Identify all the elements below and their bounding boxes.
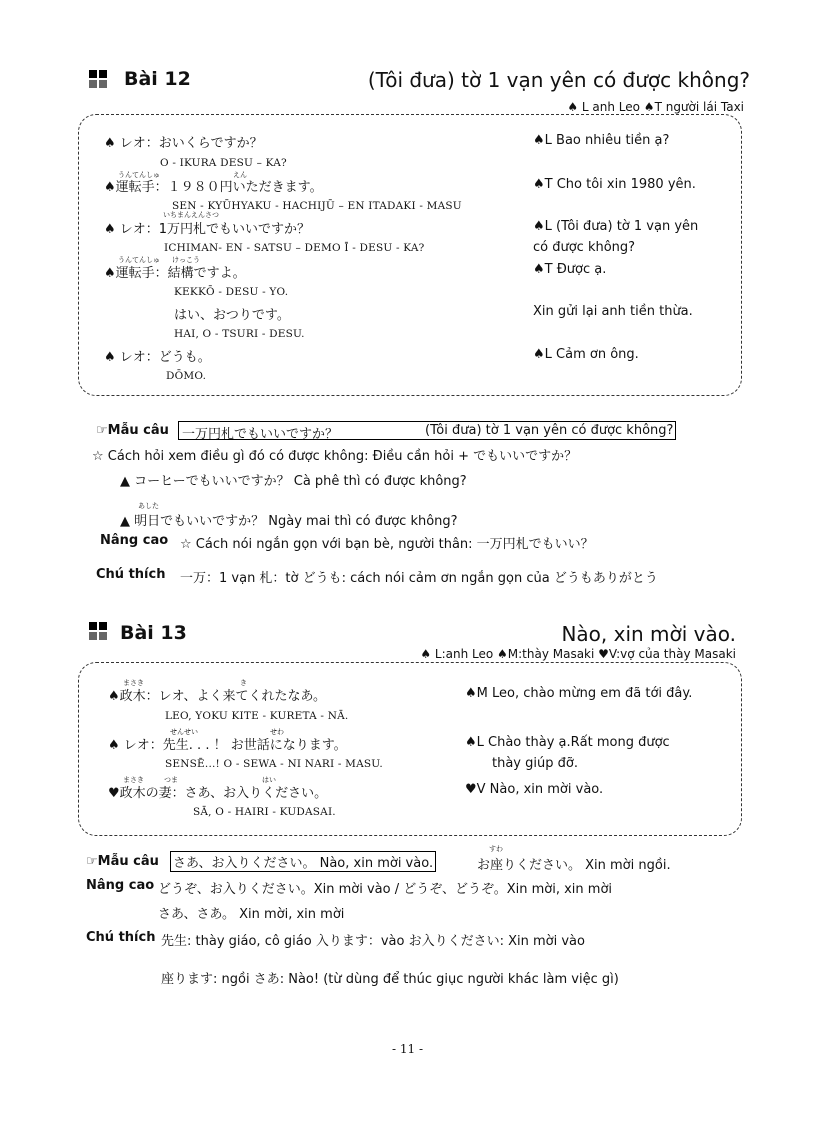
- dialogue-translation: ♠L (Tôi đưa) tờ 1 vạn yên: [533, 219, 699, 234]
- lesson-bullet-icon: [89, 70, 97, 78]
- furigana: せんせい: [170, 728, 198, 736]
- example-item: ▲ 明日でもいいですか？ Ngày mai thì có được không?: [120, 514, 458, 529]
- pattern-extra: お座りください。 Xin mời ngồi.: [477, 858, 671, 873]
- lesson-bullet-icon: [99, 70, 107, 78]
- dialogue-translation-cont: có được không?: [533, 240, 636, 255]
- dialogue-line-jp: ♠ レオ：先生. . . ！ お世話になります。: [108, 738, 347, 753]
- furigana: まさき: [123, 679, 144, 687]
- lesson-bullet-icon: [89, 622, 97, 630]
- notes-label: Chú thích: [96, 567, 166, 582]
- dialogue-romaji: ICHIMAN- EN - SATSU – DEMO Ī - DESU - KA?: [164, 242, 425, 254]
- pattern-box: さあ、お入りください。 Nào, xin mời vào.: [170, 851, 436, 872]
- dialogue-line-jp: ♠政木：レオ、よく来てくれたなあ。: [108, 689, 326, 704]
- furigana: すわ: [489, 845, 503, 853]
- furigana: あした: [138, 502, 159, 510]
- lesson-bullet-icon: [89, 80, 97, 88]
- furigana: うんてんしゅ: [118, 171, 160, 179]
- furigana: けっこう: [172, 256, 200, 264]
- furigana: き: [240, 679, 247, 687]
- advanced-text: どうぞ、お入りください。Xin mời vào / どうぞ、どうぞ。Xin mời, xin mời: [158, 882, 613, 897]
- dialogue-line-jp: ♠ レオ：1万円札でもいいですか？: [104, 222, 311, 237]
- dialogue-translation: ♠L Cảm ơn ông.: [533, 347, 639, 362]
- dialogue-translation: ♠L Chào thày ạ.Rất mong được: [465, 735, 670, 750]
- dialogue-translation: Xin gửi lại anh tiền thừa.: [533, 304, 693, 319]
- advanced-label: Nâng cao: [86, 878, 155, 893]
- dialogue-line-jp: ♠ レオ：どうも。: [104, 350, 211, 365]
- dialogue-translation: ♠T Cho tôi xin 1980 yên.: [533, 177, 696, 192]
- dialogue-translation: ♠L Bao nhiêu tiền ạ?: [533, 133, 670, 148]
- note-text: ☆ Cách hỏi xem điều gì đó có được không: Điều cần hỏi + でもいいですか？: [92, 449, 578, 464]
- notes-text: 一万：1 vạn 札：tờ どうも: cách nói cảm ơn ngắn gọn của どうもありがとう: [180, 571, 658, 586]
- dialogue-romaji: SĀ, O - HAIRI - KUDASAI.: [193, 806, 336, 818]
- notes-text-cont: 座ります: ngồi さあ: Nào! (từ dùng để thúc giục người khác làm việc gì): [161, 972, 619, 987]
- furigana: えん: [233, 171, 247, 179]
- pattern-label: ☞Mẫu câu: [96, 423, 169, 438]
- dialogue-romaji: HAI, O - TSURI - DESU.: [174, 328, 305, 340]
- speaker-legend: ♠ L:anh Leo ♠M:thày Masaki ♥V:vợ của thày Masaki: [420, 647, 736, 661]
- dialogue-line-jp: ♠運転手：１９８０円いただきます。: [104, 180, 323, 195]
- notes-text: 先生: thày giáo, cô giáo 入ります：vào お入りください: Xin mời vào: [161, 934, 585, 949]
- pattern-vi: (Tôi đưa) tờ 1 vạn yên có được không?: [425, 423, 674, 438]
- advanced-text-cont: さあ、さあ。 Xin mời, xin mời: [158, 907, 345, 922]
- lesson-title: Nào, xin mời vào.: [561, 622, 736, 646]
- lesson-bullet-icon: [89, 632, 97, 640]
- dialogue-line-jp: はい、おつりです。: [174, 308, 290, 323]
- lesson-bullet-icon: [99, 80, 107, 88]
- dialogue-romaji: O - IKURA DESU – KA?: [160, 157, 287, 169]
- advanced-text: ☆ Cách nói ngắn gọn với bạn bè, người thân: 一万円札でもいい？: [180, 537, 594, 552]
- page-number: - 11 -: [392, 1042, 424, 1056]
- dialogue-line-jp: ♠運転手：結構ですよ。: [104, 266, 246, 281]
- lesson-number: Bài 12: [124, 68, 191, 90]
- dialogue-romaji: SEN - KYŪHYAKU - HACHIJŪ – EN ITADAKI - MASU: [172, 200, 462, 212]
- lesson-bullet-icon: [99, 622, 107, 630]
- dialogue-translation: ♠M Leo, chào mừng em đã tới đây.: [465, 686, 693, 701]
- pattern-jp: 一万円札でもいいですか？: [182, 427, 339, 442]
- dialogue-romaji: SENSĒ...! O - SEWA - NI NARI - MASU.: [165, 758, 383, 770]
- furigana: はい: [262, 776, 276, 784]
- furigana: うんてんしゅ: [118, 256, 160, 264]
- lesson-title: (Tôi đưa) tờ 1 vạn yên có được không?: [367, 68, 750, 92]
- lesson-bullet-icon: [99, 632, 107, 640]
- notes-label: Chú thích: [86, 930, 156, 945]
- dialogue-translation: ♠T Được ạ.: [533, 262, 607, 277]
- furigana: いちまんえんさつ: [163, 211, 219, 219]
- dialogue-romaji: DŌMO.: [166, 370, 207, 382]
- dialogue-translation-cont: thày giúp đỡ.: [492, 756, 578, 771]
- pattern-label: ☞Mẫu câu: [86, 854, 159, 869]
- furigana: つま: [164, 776, 178, 784]
- dialogue-line-jp: ♠ レオ：おいくらですか？: [104, 136, 263, 151]
- dialogue-translation: ♥V Nào, xin mời vào.: [465, 782, 604, 797]
- dialogue-line-jp: ♥政木の妻：さあ、お入りください。: [108, 786, 328, 801]
- advanced-label: Nâng cao: [100, 533, 169, 548]
- furigana: せわ: [270, 728, 284, 736]
- furigana: まさき: [123, 776, 144, 784]
- speaker-legend: ♠ L anh Leo ♠T người lái Taxi: [567, 100, 744, 114]
- dialogue-romaji: LEO, YOKU KITE - KURETA - NĀ.: [165, 710, 349, 722]
- lesson-number: Bài 13: [120, 622, 187, 644]
- example-item: ▲ コーヒーでもいいですか？ Cà phê thì có được không?: [120, 474, 467, 489]
- dialogue-romaji: KEKKŌ - DESU - YO.: [174, 286, 289, 298]
